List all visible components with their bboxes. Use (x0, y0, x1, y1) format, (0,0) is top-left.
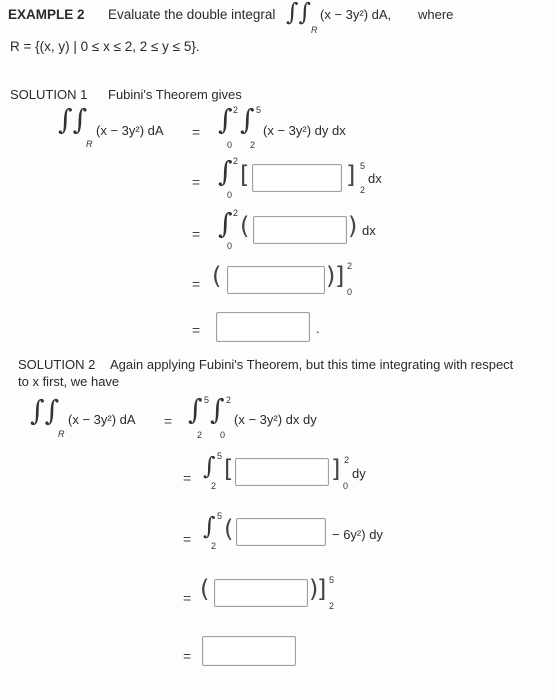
outer-lower-limit: 2 (197, 430, 203, 440)
dy-label: dy (352, 466, 366, 481)
inner-upper-limit: 2 (226, 395, 232, 405)
inner-lower-limit: 2 (250, 140, 256, 150)
s2-iter-integrand: (x − 3y²) dx dy (234, 412, 317, 427)
outer-upper-limit: 2 (233, 208, 239, 218)
equals-sign: = (192, 276, 201, 292)
s2-step3-answer-box[interactable] (214, 579, 308, 607)
solution2-text-line2: to x first, we have (18, 374, 120, 389)
solution2-label: SOLUTION 2 (18, 357, 96, 372)
s2-step2-answer-box[interactable] (236, 518, 326, 546)
equals-sign: = (192, 124, 201, 140)
outer-upper-limit: 5 (204, 395, 210, 405)
equals-sign: = (183, 531, 192, 547)
right-bracket: ] (317, 575, 327, 603)
double-integral-symbol: ∫∫ (30, 394, 60, 427)
outer-lower-limit: 2 (211, 541, 217, 551)
region-subscript: R (58, 429, 65, 439)
region-definition: R = {(x, y) | 0 ≤ x ≤ 2, 2 ≤ y ≤ 5}. (10, 39, 200, 54)
final-upper-limit: 2 (347, 261, 353, 271)
left-bracket: [ (240, 161, 250, 189)
equals-sign: = (183, 590, 192, 606)
left-paren: ( (200, 575, 210, 603)
right-paren: ) (309, 575, 319, 603)
left-paren: ( (212, 262, 222, 290)
eval-upper-limit: 2 (344, 455, 350, 465)
right-paren: ) (348, 212, 358, 240)
outer-integral-symbol: ∫ (218, 155, 233, 188)
solution1-text: Fubini's Theorem gives (108, 87, 242, 102)
s2-lhs-integrand: (x − 3y²) dA (68, 412, 136, 427)
inner-integral-symbol: ∫ (210, 393, 225, 426)
s1-final-answer-box[interactable] (216, 312, 310, 342)
dx-label: dx (368, 171, 382, 186)
s1-step3-answer-box[interactable] (227, 266, 325, 294)
equals-sign: = (192, 226, 201, 242)
s2-step1-answer-box[interactable] (235, 458, 329, 486)
right-bracket: ] (346, 161, 356, 189)
eval-lower-limit: 0 (343, 481, 349, 491)
outer-upper-limit: 2 (233, 105, 239, 115)
s1-lhs-integrand: (x − 3y²) dA (96, 123, 164, 138)
eval-lower-limit: 2 (360, 185, 366, 195)
inner-lower-limit: 0 (220, 430, 226, 440)
right-bracket: ] (331, 455, 341, 483)
s2-final-answer-box[interactable] (202, 636, 296, 666)
equals-sign: = (192, 174, 201, 190)
equals-sign: = (183, 470, 192, 486)
outer-integral-symbol: ∫ (188, 393, 203, 426)
equals-sign: = (183, 648, 192, 664)
outer-integral-symbol: ∫ (203, 452, 216, 480)
example-label: EXAMPLE 2 (8, 7, 85, 22)
inner-integral-symbol: ∫ (240, 103, 255, 136)
outer-upper-limit: 5 (217, 451, 223, 461)
s1-step1-answer-box[interactable] (252, 164, 342, 192)
solution1-label: SOLUTION 1 (10, 87, 88, 102)
left-paren: ( (224, 515, 234, 543)
outer-lower-limit: 2 (211, 481, 217, 491)
final-lower-limit: 2 (329, 601, 335, 611)
s2-step2-tail: − 6y²) dy (332, 527, 383, 542)
example-prompt: Evaluate the double integral (108, 7, 276, 22)
outer-lower-limit: 0 (227, 190, 233, 200)
region-subscript: R (86, 139, 93, 149)
region-subscript: R (311, 25, 318, 35)
right-paren: ) (326, 262, 336, 290)
eval-upper-limit: 5 (360, 161, 366, 171)
inner-upper-limit: 5 (256, 105, 262, 115)
outer-integral-symbol: ∫ (203, 512, 216, 540)
outer-lower-limit: 0 (227, 140, 233, 150)
double-integral-symbol: ∫∫ (286, 0, 312, 26)
equals-sign: = (192, 322, 201, 338)
outer-lower-limit: 0 (227, 241, 233, 251)
solution2-text-line1: Again applying Fubini's Theorem, but this time integrating with respect (110, 357, 514, 372)
final-lower-limit: 0 (347, 287, 353, 297)
outer-upper-limit: 2 (233, 156, 239, 166)
period: . (316, 321, 320, 336)
right-bracket: ] (335, 262, 345, 290)
final-upper-limit: 5 (329, 575, 335, 585)
example-integrand: (x − 3y²) dA, (320, 7, 392, 22)
outer-upper-limit: 5 (217, 511, 223, 521)
left-paren: ( (240, 212, 250, 240)
dx-label: dx (362, 223, 376, 238)
s1-step2-answer-box[interactable] (253, 216, 347, 244)
double-integral-symbol: ∫∫ (58, 103, 88, 136)
outer-integral-symbol: ∫ (218, 207, 233, 240)
outer-integral-symbol: ∫ (218, 103, 233, 136)
s1-iter-integrand: (x − 3y²) dy dx (263, 123, 346, 138)
example-where: where (418, 7, 454, 22)
equals-sign: = (164, 413, 173, 429)
left-bracket: [ (224, 455, 234, 483)
